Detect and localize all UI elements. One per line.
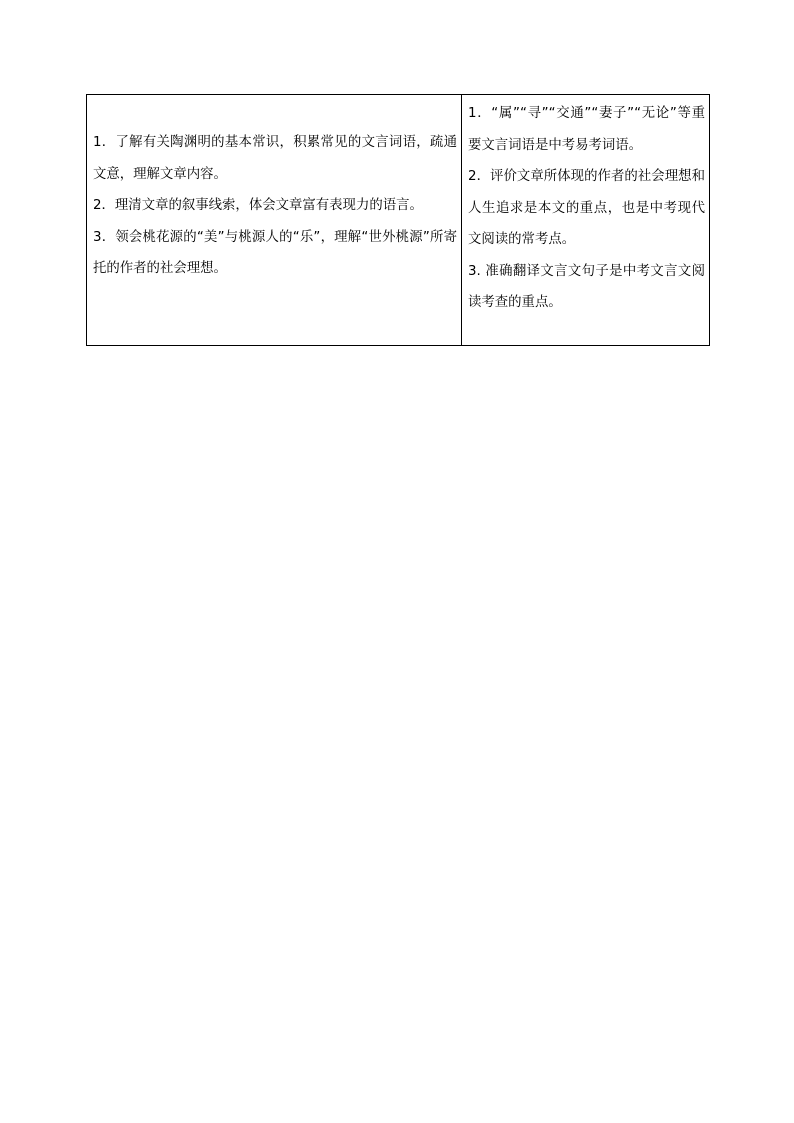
table-row (87, 95, 710, 346)
exam-point-item-2: 2．评价文章所体现的作者的社会理想和人生追求是本文的重点，也是中考现代文阅读的常考点。 (468, 169, 705, 247)
learning-goal-item-2: 2．理清文章的叙事线索，体会文章富有表现力的语言。 (93, 198, 423, 213)
exam-points-cell (462, 95, 710, 346)
learning-goals-list (87, 95, 461, 285)
exam-point-item-1: 1．“属”“寻”“交通”“妻子”“无论”等重要文言词语是中考易考词语。 (468, 106, 705, 153)
learning-goals-cell (87, 95, 462, 346)
exam-points-list (462, 95, 709, 319)
exam-point-item-3: 3. 准确翻译文言文句子是中考文言文阅读考查的重点。 (468, 263, 705, 310)
objectives-table (86, 94, 710, 346)
learning-goal-item-3: 3．领会桃花源的“美”与桃源人的“乐”，理解“世外桃源”所寄托的作者的社会理想。 (93, 229, 457, 276)
learning-goal-item-1: 1．了解有关陶渊明的基本常识，积累常见的文言词语，疏通文意，理解文章内容。 (93, 135, 457, 182)
